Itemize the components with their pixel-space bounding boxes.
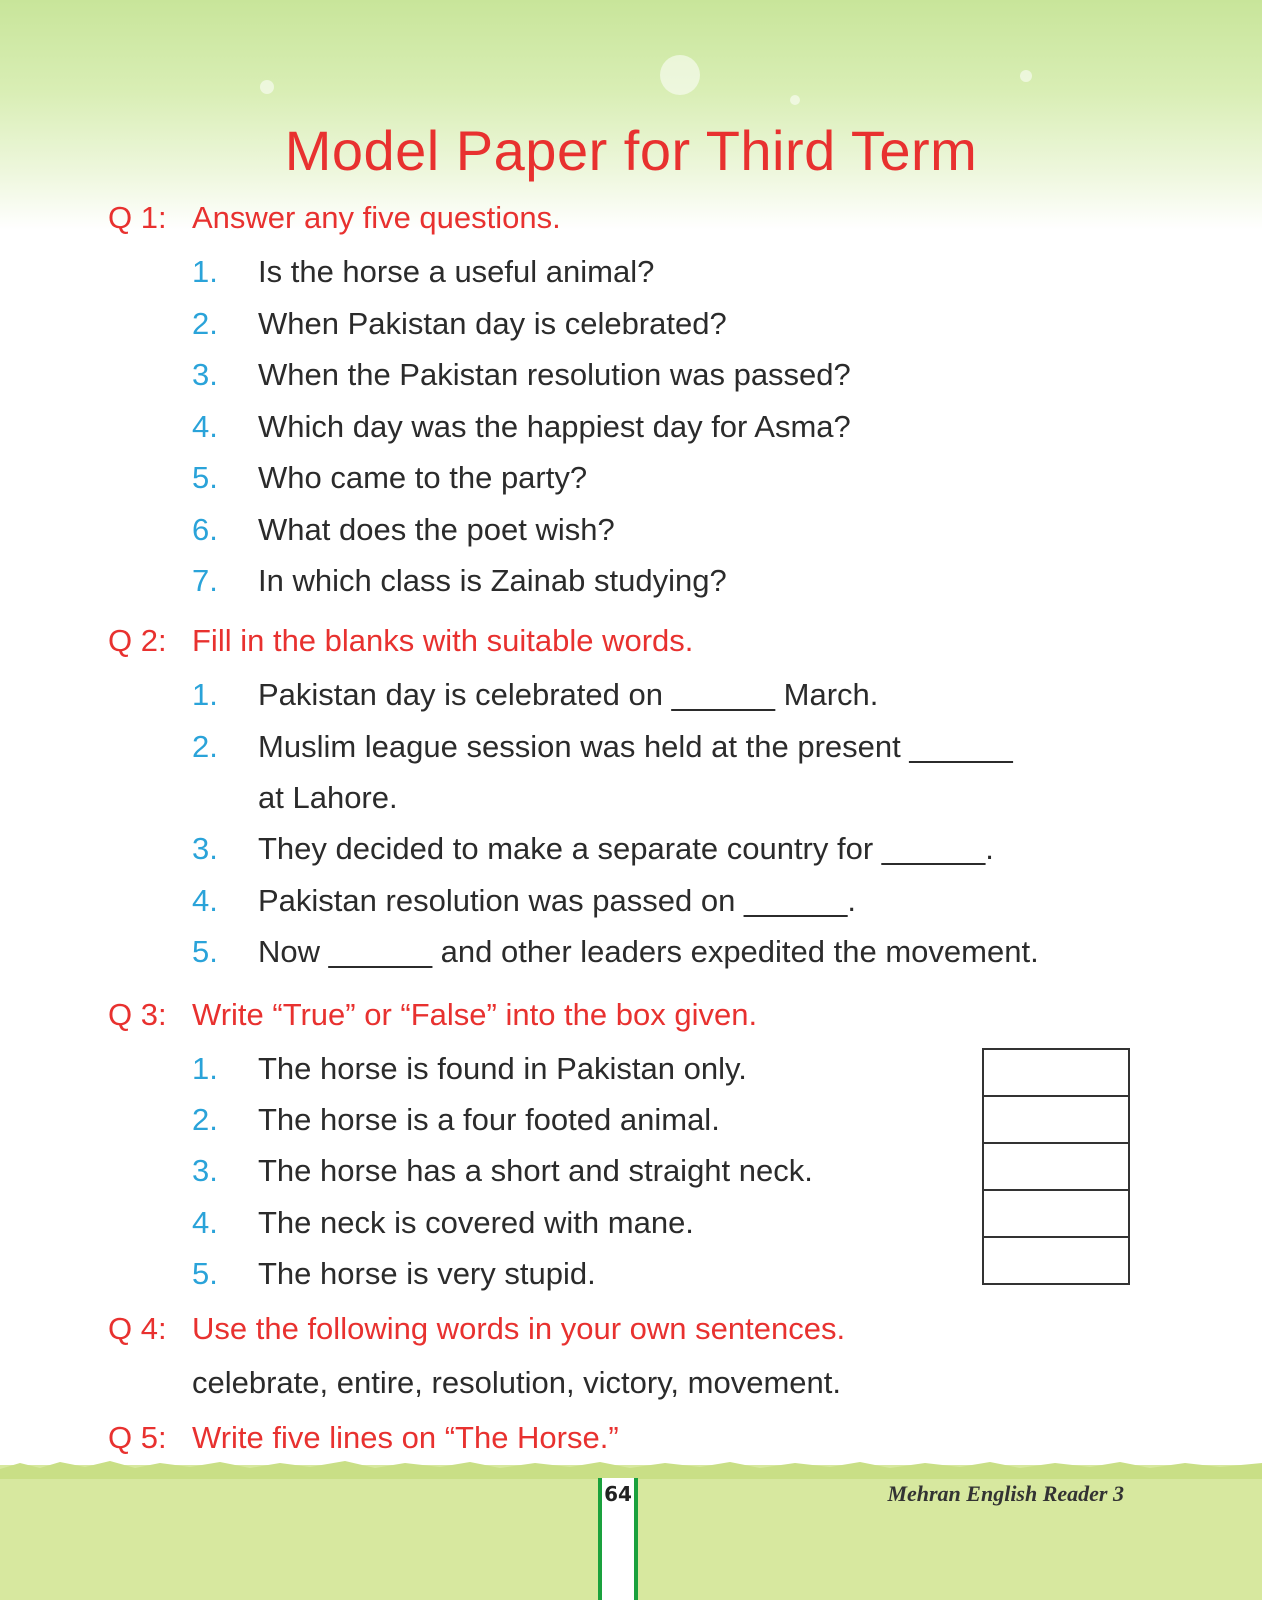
- q2-number: Q 2:: [108, 623, 167, 658]
- item-number: 1.: [192, 254, 218, 289]
- item-text: Which day was the happiest day for Asma?: [258, 409, 851, 444]
- item-text: The horse is found in Pakistan only.: [258, 1051, 747, 1086]
- q1-number: Q 1:: [108, 200, 167, 235]
- answer-box[interactable]: [982, 1189, 1130, 1238]
- item-number: 5.: [192, 460, 218, 495]
- item-number: 3.: [192, 831, 218, 866]
- item-number: 3.: [192, 1153, 218, 1188]
- item-number: 3.: [192, 357, 218, 392]
- item-number: 4.: [192, 409, 218, 444]
- item-text: What does the poet wish?: [258, 512, 615, 547]
- q1-item: [192, 512, 615, 548]
- page-title: Model Paper for Third Term: [284, 119, 978, 182]
- q2-item: [192, 677, 878, 713]
- q4-heading: [108, 1311, 845, 1347]
- q1-item: [192, 409, 851, 445]
- item-text: Muslim league session was held at the present ______: [258, 729, 1013, 764]
- item-text: They decided to make a separate country for ______.: [258, 831, 994, 866]
- q2-item-continuation: at Lahore.: [258, 780, 398, 815]
- q3-item: [192, 1051, 747, 1087]
- item-text: The horse is a four footed animal.: [258, 1102, 720, 1137]
- q1-item: [192, 460, 587, 496]
- item-text: Is the horse a useful animal?: [258, 254, 655, 289]
- q1-item: [192, 254, 654, 290]
- item-number: 2.: [192, 1102, 218, 1137]
- q5-heading-text: Write five lines on “The Horse.”: [192, 1420, 619, 1455]
- q3-number: Q 3:: [108, 997, 167, 1032]
- q3-heading: [108, 997, 757, 1033]
- item-number: 4.: [192, 883, 218, 918]
- q3-item: [192, 1102, 720, 1138]
- item-text: Now ______ and other leaders expedited the movement.: [258, 934, 1039, 969]
- q3-item: [192, 1153, 813, 1189]
- q4-heading-text: Use the following words in your own sentences.: [192, 1311, 846, 1346]
- item-text: Pakistan day is celebrated on ______ March.: [258, 677, 879, 712]
- item-text: Who came to the party?: [258, 460, 588, 495]
- item-text: The neck is covered with mane.: [258, 1205, 694, 1240]
- q2-item: [192, 729, 1013, 765]
- q2-item: [192, 883, 856, 919]
- q3-item: [192, 1205, 694, 1241]
- answer-box[interactable]: [982, 1095, 1130, 1144]
- answer-box[interactable]: [982, 1142, 1130, 1191]
- q3-heading-text: Write “True” or “False” into the box given.: [192, 997, 758, 1032]
- item-number: 1.: [192, 1051, 218, 1086]
- q1-item: [192, 306, 727, 342]
- item-number: 1.: [192, 677, 218, 712]
- item-number: 5.: [192, 934, 218, 969]
- q4-word-list: celebrate, entire, resolution, victory, movement.: [192, 1365, 841, 1400]
- answer-box[interactable]: [982, 1236, 1130, 1285]
- item-text: When the Pakistan resolution was passed?: [258, 357, 851, 392]
- item-number: 2.: [192, 729, 218, 764]
- answer-box[interactable]: [982, 1048, 1130, 1097]
- q1-item: [192, 563, 727, 599]
- page-number: 64: [604, 1482, 632, 1506]
- q1-heading-text: Answer any five questions.: [192, 200, 561, 235]
- q2-item: [192, 934, 1039, 970]
- item-number: 2.: [192, 306, 218, 341]
- q4-number: Q 4:: [108, 1311, 167, 1346]
- item-number: 6.: [192, 512, 218, 547]
- true-false-answer-boxes: [982, 1048, 1130, 1285]
- header-background: [0, 0, 1262, 230]
- q1-heading: [108, 200, 561, 236]
- item-number: 7.: [192, 563, 218, 598]
- q5-heading: [108, 1420, 619, 1456]
- q2-heading: [108, 623, 693, 659]
- item-text: The horse is very stupid.: [258, 1256, 596, 1291]
- q5-number: Q 5:: [108, 1420, 167, 1455]
- grass-edge: [0, 1459, 1262, 1479]
- q1-item: [192, 357, 851, 393]
- item-text: When Pakistan day is celebrated?: [258, 306, 727, 341]
- item-number: 5.: [192, 1256, 218, 1291]
- item-text: Pakistan resolution was passed on ______.: [258, 883, 857, 918]
- q3-item: [192, 1256, 596, 1292]
- item-text: The horse has a short and straight neck.: [258, 1153, 813, 1188]
- q2-item: [192, 831, 994, 867]
- q2-heading-text: Fill in the blanks with suitable words.: [192, 623, 694, 658]
- book-title: Mehran English Reader 3: [887, 1481, 1124, 1506]
- item-number: 4.: [192, 1205, 218, 1240]
- item-text: In which class is Zainab studying?: [258, 563, 727, 598]
